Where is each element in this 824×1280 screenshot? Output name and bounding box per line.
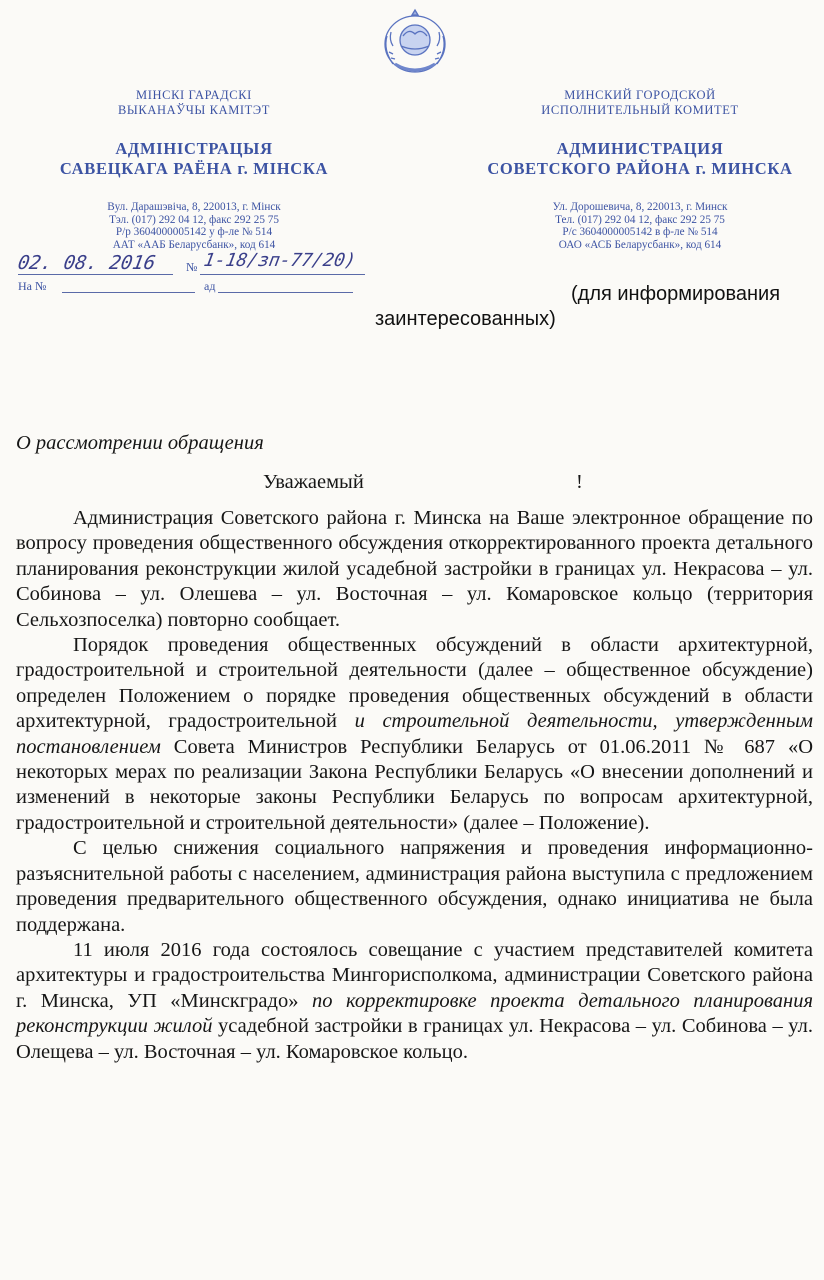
administration-title: АДМІНІСТРАЦЫЯ bbox=[115, 139, 273, 158]
body-paragraph bbox=[16, 938, 813, 1065]
recipient-line: (для информирования bbox=[571, 283, 781, 305]
registration-block bbox=[16, 250, 378, 298]
address-line: Вул. Дарашэвіча, 8, 220013, г. Мінск bbox=[107, 201, 281, 213]
outgoing-number: 1-18/зп-77/20) bbox=[202, 250, 358, 271]
account-line: Р/с 3604000005142 в ф-ле № 514 bbox=[562, 226, 718, 239]
greeting-punctuation: ! bbox=[576, 471, 583, 493]
phone-line: Тэл. (017) 292 04 12, факс 292 25 75 bbox=[109, 213, 279, 226]
body-paragraph bbox=[16, 633, 813, 836]
number-underline bbox=[200, 274, 365, 275]
authority-line: ВЫКАНАЎЧЫ КАМІТЭТ bbox=[117, 103, 271, 117]
number-label: № bbox=[186, 260, 198, 274]
outgoing-date: 02. 08. 2016 bbox=[16, 252, 158, 274]
letter-subject: О рассмотрении обращения bbox=[16, 432, 264, 454]
body-text-italic: и строительной деятельности, утвержденным постановлением bbox=[16, 710, 813, 758]
body-text: Порядок проведения общественных обсуждений в области архитектурной, градостроительной и строительной деятельности (далее – общественное обсуждение) определен Положением о порядке проведения общественных обсуждений в области архитектурной, градостроительной bbox=[16, 634, 813, 733]
header-left-belarusian bbox=[18, 88, 370, 251]
bank-line: ААТ «ААБ Беларусбанк», код 614 bbox=[112, 238, 276, 251]
account-line: Р/р 3604000005142 у ф-ле № 514 bbox=[115, 226, 273, 239]
belarus-state-emblem-icon bbox=[373, 6, 457, 78]
authority-line: ИСПОЛНИТЕЛЬНЫЙ КОМИТЕТ bbox=[541, 103, 739, 117]
body-text: 11 июля 2016 года состоялось совещание с участием представителей комитета архитектуры и градостроительства Мингорисполкома, администрации Советского района г. Минска, УП «Минскградо» bbox=[16, 938, 813, 1012]
recipient-block bbox=[375, 282, 780, 332]
bank-line: ОАО «АСБ Беларусбанк», код 614 bbox=[558, 238, 722, 251]
address-line: Ул. Дорошевича, 8, 220013, г. Минск bbox=[552, 201, 728, 213]
body-paragraph: Администрация Советского района г. Минска на Ваше электронное обращение по вопросу проведения общественного обсуждения откорректированного проекта детального планирования реконструкции жилой усадебной застройки в границах ул. Некрасова – ул. Собинова – ул. Олешева – ул. Восточная – ул. Комаровское кольцо (территория Сельхозпоселка) повторно сообщает. bbox=[16, 507, 813, 631]
body-paragraph: С целью снижения социального напряжения и проведения информационно-разъяснительной работы с населением, администрация района выступила с предложением проведения предварительного общественного обсуждения, однако инициатива не была поддержана. bbox=[16, 837, 813, 936]
administration-title: АДМИНИСТРАЦИЯ bbox=[556, 139, 724, 158]
body-text: Совета Министров Республики Беларусь от 01.06.2011 № 687 «О некоторых мерах по реализации Закона Республики Беларусь «О внесении дополнений и изменений в некоторые законы Республики Беларусь по вопросам архитектурной, градостроительной и строительной деятельности» (далее – Положение). bbox=[16, 735, 813, 834]
body-text: усадебной застройки в границах ул. Некрасова – ул. Собинова – ул. Олещева – ул. Восточная – ул. Комаровское кольцо. bbox=[16, 1015, 814, 1063]
header-right-russian bbox=[470, 88, 810, 251]
letter-body bbox=[16, 506, 813, 1065]
recipient-line: заинтересованных) bbox=[375, 308, 556, 330]
reply-number-underline bbox=[62, 292, 195, 293]
date-underline bbox=[18, 274, 173, 275]
authority-line: МІНСКІ ГАРАДСКІ bbox=[136, 88, 252, 102]
administration-district: СОВЕТСКОГО РАЙОНА г. МИНСКА bbox=[487, 159, 793, 178]
reply-from-label: ад bbox=[204, 279, 216, 293]
authority-line: МИНСКИЙ ГОРОДСКОЙ bbox=[564, 88, 716, 102]
body-text-italic: по корректировке проекта детального планирования реконструкции жилой bbox=[16, 989, 813, 1038]
greeting-text: Уважаемый bbox=[263, 471, 364, 493]
reply-date-underline bbox=[218, 292, 353, 293]
phone-line: Тел. (017) 292 04 12, факс 292 25 75 bbox=[555, 213, 725, 226]
administration-district: САВЕЦКАГА РАЁНА г. МІНСКА bbox=[59, 159, 329, 178]
reply-to-label: На № bbox=[18, 279, 47, 293]
